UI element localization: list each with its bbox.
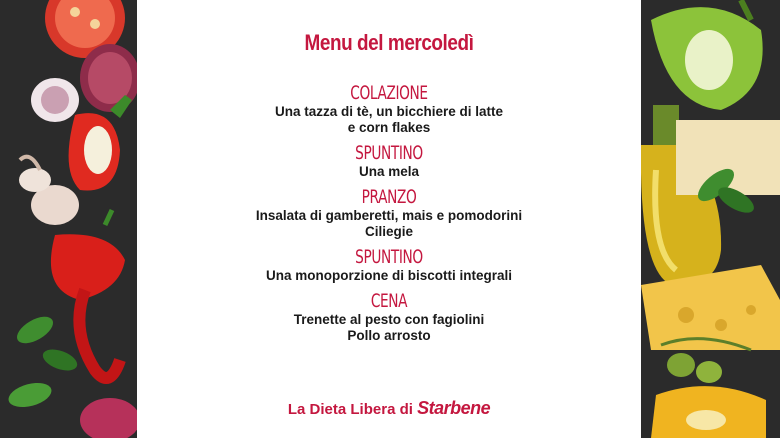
page-title: Menu del mercoledì — [304, 30, 474, 55]
brand-footer — [137, 398, 641, 419]
meal-colazione — [137, 82, 641, 136]
meal-pranzo — [137, 186, 641, 240]
meal-item: Una mela — [358, 164, 420, 179]
meal-name: COLAZIONE — [350, 82, 428, 104]
brand-prefix: La Dieta Libera di — [287, 401, 413, 418]
meal-spuntino-afternoon — [137, 246, 641, 284]
meal-name: CENA — [370, 290, 408, 312]
meal-item: Una tazza di tè, un bicchiere di latte — [274, 104, 504, 119]
meal-item: Una monoporzione di biscotti integrali — [265, 268, 512, 283]
right-vegetable-border — [641, 0, 780, 438]
meal-spuntino-morning — [137, 142, 641, 180]
meal-name: SPUNTINO — [355, 246, 423, 268]
meal-item: Ciliegie — [364, 224, 413, 239]
meal-name: PRANZO — [361, 186, 417, 208]
menu-card — [137, 0, 641, 438]
meal-item: Pollo arrosto — [347, 328, 431, 343]
meal-item: Insalata di gamberetti, mais e pomodorini — [255, 208, 523, 223]
meal-cena — [137, 290, 641, 344]
left-vegetable-border — [0, 0, 137, 438]
brand-logo: Starbene — [417, 398, 491, 418]
yellow-pepper-illustration — [651, 386, 766, 438]
meal-list — [137, 82, 641, 350]
meal-item: e corn flakes — [347, 120, 431, 135]
meal-item: Trenette al pesto con fagiolini — [293, 312, 485, 327]
meal-name: SPUNTINO — [355, 142, 423, 164]
